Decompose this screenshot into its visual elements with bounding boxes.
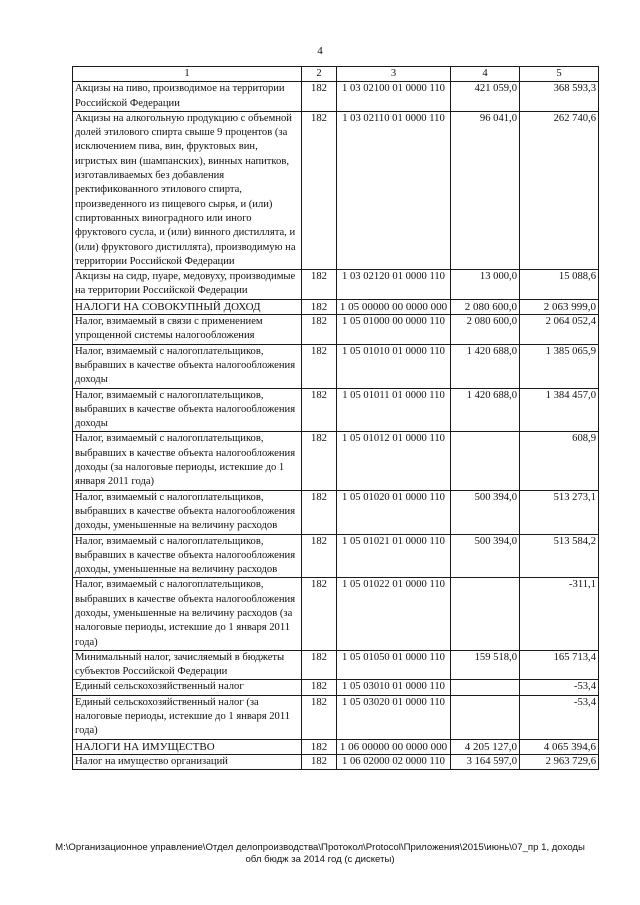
row-name-cell: Налог, взимаемый в связи с применением упрощенной системы налогообложения bbox=[73, 315, 302, 345]
row-admin-code-cell: 182 bbox=[302, 534, 337, 578]
row-admin-code-cell: 182 bbox=[302, 270, 337, 300]
row-name-cell: Налог, взимаемый с налогоплательщиков, выбравших в качестве объекта налогообложения доходы, уменьшенные на величину расходов (за налоговые периоды, истекшие до 1 января 2011 года) bbox=[73, 578, 302, 650]
row-actual-amount-cell: 262 740,6 bbox=[520, 111, 599, 269]
row-plan-amount-cell bbox=[451, 680, 520, 695]
row-actual-amount-cell: -311,1 bbox=[520, 578, 599, 650]
column-header-3: 3 bbox=[337, 67, 451, 82]
row-plan-amount-cell: 1 420 688,0 bbox=[451, 344, 520, 388]
row-admin-code-cell: 182 bbox=[302, 739, 337, 754]
row-actual-amount-cell: 1 385 065,9 bbox=[520, 344, 599, 388]
table-row bbox=[73, 695, 599, 739]
row-actual-amount-cell: 513 584,2 bbox=[520, 534, 599, 578]
row-admin-code-cell: 182 bbox=[302, 315, 337, 345]
row-budget-code-cell: 1 05 01000 00 0000 110 bbox=[337, 315, 451, 345]
table-row bbox=[73, 432, 599, 490]
row-plan-amount-cell: 4 205 127,0 bbox=[451, 739, 520, 754]
row-admin-code-cell: 182 bbox=[302, 695, 337, 739]
row-budget-code-cell: 1 05 01020 01 0000 110 bbox=[337, 490, 451, 534]
row-plan-amount-cell bbox=[451, 695, 520, 739]
row-plan-amount-cell: 421 059,0 bbox=[451, 82, 520, 112]
row-admin-code-cell: 182 bbox=[302, 344, 337, 388]
row-actual-amount-cell: 608,9 bbox=[520, 432, 599, 490]
row-admin-code-cell: 182 bbox=[302, 111, 337, 269]
row-budget-code-cell: 1 05 03020 01 0000 110 bbox=[337, 695, 451, 739]
row-plan-amount-cell bbox=[451, 578, 520, 650]
table-row bbox=[73, 739, 599, 754]
table-row bbox=[73, 754, 599, 769]
row-name-cell: Налог, взимаемый с налогоплательщиков, выбравших в качестве объекта налогообложения доходы, уменьшенные на величину расходов bbox=[73, 534, 302, 578]
row-name-cell: Единый сельскохозяйственный налог (за налоговые периоды, истекшие до 1 января 2011 года) bbox=[73, 695, 302, 739]
table-row bbox=[73, 680, 599, 695]
row-actual-amount-cell: 2 963 729,6 bbox=[520, 754, 599, 769]
row-admin-code-cell: 182 bbox=[302, 490, 337, 534]
row-budget-code-cell: 1 05 01022 01 0000 110 bbox=[337, 578, 451, 650]
row-budget-code-cell: 1 05 01012 01 0000 110 bbox=[337, 432, 451, 490]
row-plan-amount-cell: 2 080 600,0 bbox=[451, 315, 520, 345]
row-actual-amount-cell: 513 273,1 bbox=[520, 490, 599, 534]
row-budget-code-cell: 1 03 02110 01 0000 110 bbox=[337, 111, 451, 269]
row-budget-code-cell: 1 05 01021 01 0000 110 bbox=[337, 534, 451, 578]
row-name-cell: Налог, взимаемый с налогоплательщиков, выбравших в качестве объекта налогообложения доходы, уменьшенные на величину расходов bbox=[73, 490, 302, 534]
row-actual-amount-cell: 2 064 052,4 bbox=[520, 315, 599, 345]
row-plan-amount-cell bbox=[451, 432, 520, 490]
row-budget-code-cell: 1 05 01010 01 0000 110 bbox=[337, 344, 451, 388]
row-admin-code-cell: 182 bbox=[302, 680, 337, 695]
page-number: 4 bbox=[317, 45, 323, 57]
row-plan-amount-cell: 500 394,0 bbox=[451, 490, 520, 534]
row-actual-amount-cell: 368 593,3 bbox=[520, 82, 599, 112]
row-plan-amount-cell: 13 000,0 bbox=[451, 270, 520, 300]
table-row bbox=[73, 344, 599, 388]
table-row bbox=[73, 578, 599, 650]
row-plan-amount-cell: 1 420 688,0 bbox=[451, 388, 520, 432]
row-budget-code-cell: 1 06 00000 00 0000 000 bbox=[337, 739, 451, 754]
table-row bbox=[73, 299, 599, 314]
table-row bbox=[73, 650, 599, 680]
row-actual-amount-cell: 2 063 999,0 bbox=[520, 299, 599, 314]
row-plan-amount-cell: 159 518,0 bbox=[451, 650, 520, 680]
table-row bbox=[73, 82, 599, 112]
row-plan-amount-cell: 3 164 597,0 bbox=[451, 754, 520, 769]
file-path-footer bbox=[0, 842, 640, 866]
table-row bbox=[73, 534, 599, 578]
row-name-cell: НАЛОГИ НА ИМУЩЕСТВО bbox=[73, 739, 302, 754]
row-name-cell: Единый сельскохозяйственный налог bbox=[73, 680, 302, 695]
row-plan-amount-cell: 96 041,0 bbox=[451, 111, 520, 269]
column-header-4: 4 bbox=[451, 67, 520, 82]
row-budget-code-cell: 1 05 00000 00 0000 000 bbox=[337, 299, 451, 314]
revenue-table bbox=[72, 66, 599, 770]
row-actual-amount-cell: 1 384 457,0 bbox=[520, 388, 599, 432]
row-budget-code-cell: 1 05 01050 01 0000 110 bbox=[337, 650, 451, 680]
column-header-2: 2 bbox=[302, 67, 337, 82]
row-actual-amount-cell: -53,4 bbox=[520, 680, 599, 695]
row-admin-code-cell: 182 bbox=[302, 388, 337, 432]
column-header-1: 1 bbox=[73, 67, 302, 82]
row-budget-code-cell: 1 03 02100 01 0000 110 bbox=[337, 82, 451, 112]
row-name-cell: Акцизы на алкогольную продукцию с объемной долей этилового спирта свыше 9 процентов (за исключением пива, вин, фруктовых вин, игристых вин (шампанских), винных напитков, изготавливаемых без добавления ректификованного этилового спирта, произведенного из пищевого сырья, и (или) спиртованных виноградного или иного фруктового сусла, и (или) винного дистиллята, и (или) фруктового дистиллята), производимую на территории Российской Федерации bbox=[73, 111, 302, 269]
table-row bbox=[73, 315, 599, 345]
row-name-cell: Акцизы на пиво, производимое на территории Российской Федерации bbox=[73, 82, 302, 112]
row-name-cell: Минимальный налог, зачисляемый в бюджеты субъектов Российской Федерации bbox=[73, 650, 302, 680]
row-actual-amount-cell: 165 713,4 bbox=[520, 650, 599, 680]
row-actual-amount-cell: 4 065 394,6 bbox=[520, 739, 599, 754]
file-path-line-1: M:\Организационное управление\Отдел делопроизводства\Протокол\Protocol\Приложения\2015\июнь\07_пр 1, доходы bbox=[55, 842, 585, 853]
row-name-cell: Налог, взимаемый с налогоплательщиков, выбравших в качестве объекта налогообложения доходы (за налоговые периоды, истекшие до 1 января 2011 года) bbox=[73, 432, 302, 490]
row-name-cell: Акцизы на сидр, пуаре, медовуху, производимые на территории Российской Федерации bbox=[73, 270, 302, 300]
table-header-row bbox=[73, 67, 599, 82]
row-actual-amount-cell: -53,4 bbox=[520, 695, 599, 739]
row-budget-code-cell: 1 03 02120 01 0000 110 bbox=[337, 270, 451, 300]
row-admin-code-cell: 182 bbox=[302, 650, 337, 680]
table-row bbox=[73, 388, 599, 432]
row-plan-amount-cell: 500 394,0 bbox=[451, 534, 520, 578]
row-budget-code-cell: 1 05 01011 01 0000 110 bbox=[337, 388, 451, 432]
row-budget-code-cell: 1 05 03010 01 0000 110 bbox=[337, 680, 451, 695]
row-admin-code-cell: 182 bbox=[302, 299, 337, 314]
table-row bbox=[73, 490, 599, 534]
row-budget-code-cell: 1 06 02000 02 0000 110 bbox=[337, 754, 451, 769]
row-plan-amount-cell: 2 080 600,0 bbox=[451, 299, 520, 314]
row-name-cell: Налог на имущество организаций bbox=[73, 754, 302, 769]
row-admin-code-cell: 182 bbox=[302, 578, 337, 650]
table-row bbox=[73, 270, 599, 300]
row-actual-amount-cell: 15 088,6 bbox=[520, 270, 599, 300]
row-admin-code-cell: 182 bbox=[302, 82, 337, 112]
row-admin-code-cell: 182 bbox=[302, 432, 337, 490]
column-header-5: 5 bbox=[520, 67, 599, 82]
row-name-cell: Налог, взимаемый с налогоплательщиков, выбравших в качестве объекта налогообложения доходы bbox=[73, 388, 302, 432]
table-row bbox=[73, 111, 599, 269]
row-admin-code-cell: 182 bbox=[302, 754, 337, 769]
file-path-line-2: обл бюдж за 2014 год (с дискеты) bbox=[245, 854, 395, 865]
row-name-cell: Налог, взимаемый с налогоплательщиков, выбравших в качестве объекта налогообложения доходы bbox=[73, 344, 302, 388]
row-name-cell: НАЛОГИ НА СОВОКУПНЫЙ ДОХОД bbox=[73, 299, 302, 314]
